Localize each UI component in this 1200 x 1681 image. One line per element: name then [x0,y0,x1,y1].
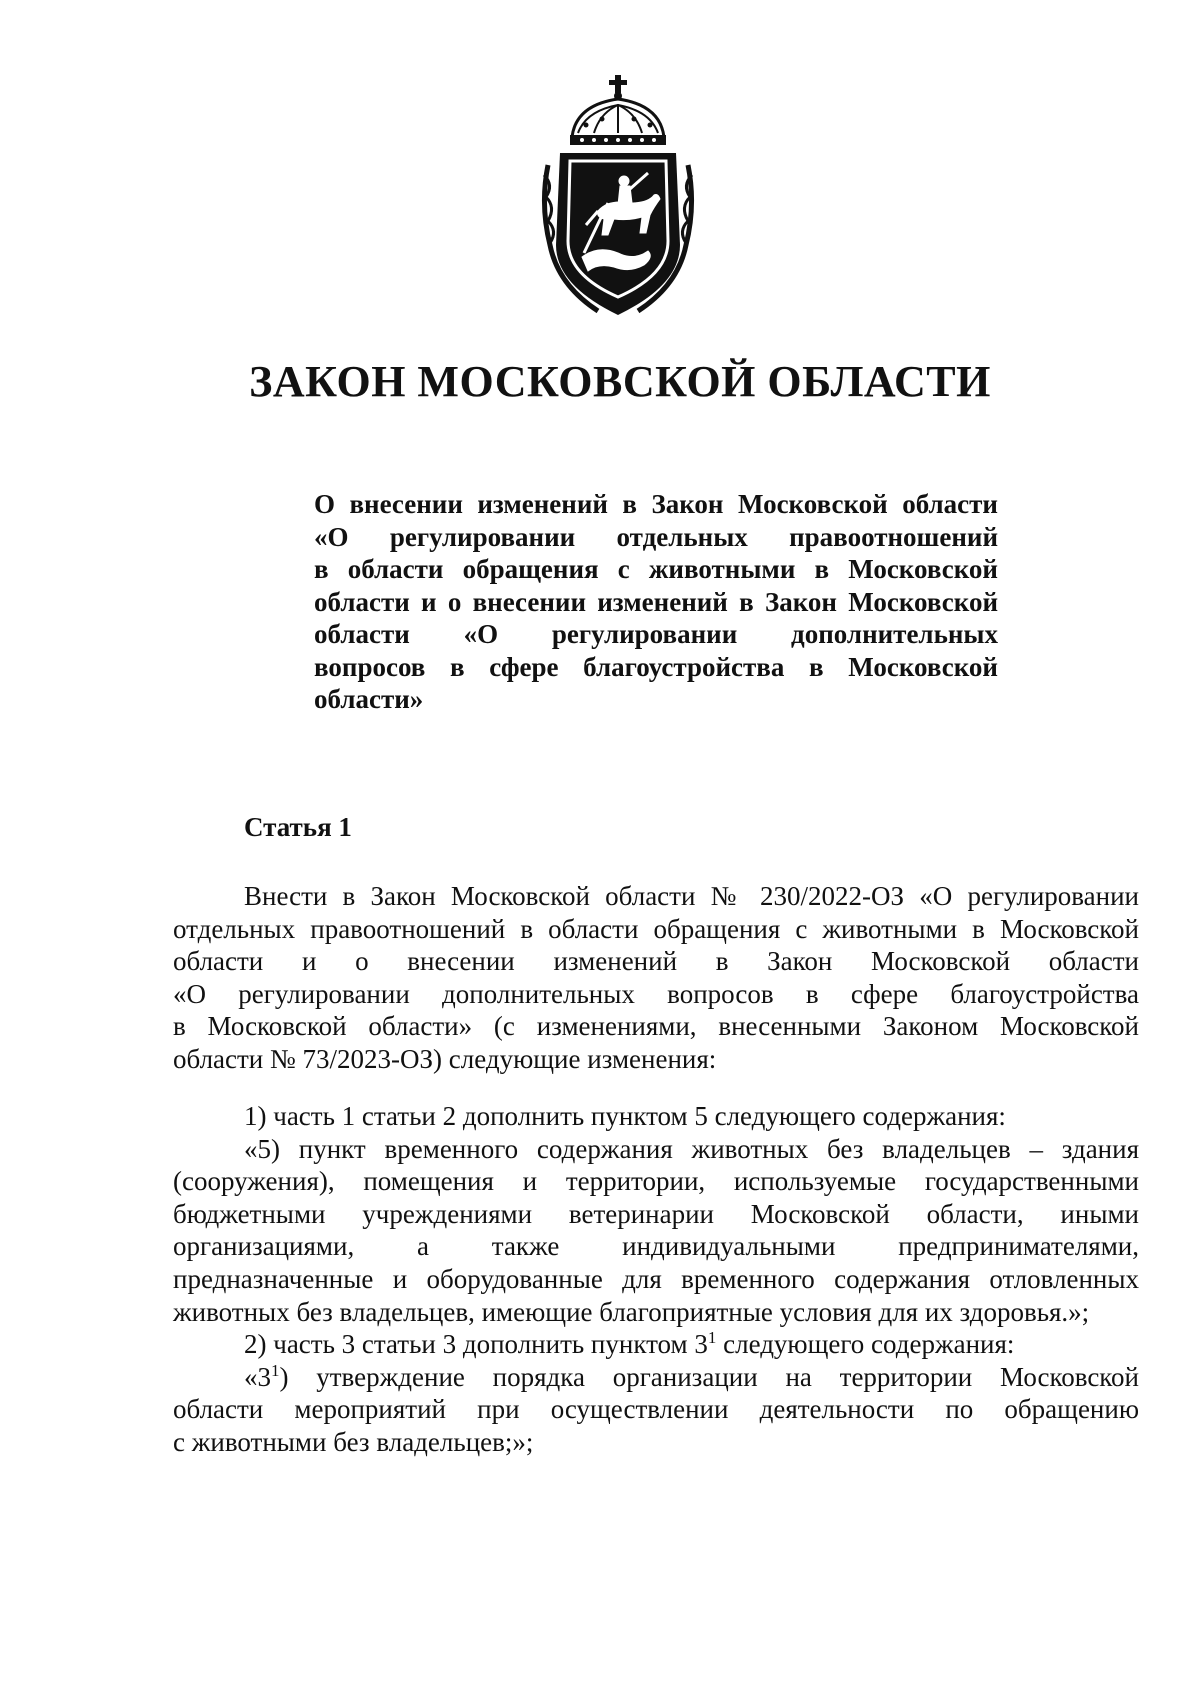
item-2-line: области мероприятий при осуществлении деятельности по обращению [173,1394,1139,1425]
coat-of-arms-icon [538,75,698,325]
body-line: отдельных правоотношений в области обращения с животными в Московской [173,913,1139,944]
subject-line: области» [314,684,424,714]
item-2-heading-text: следующего содержания: [716,1329,1015,1360]
item-2-line [173,1361,1139,1394]
subject-line: «О регулировании отдельных правоотношений [314,521,998,552]
subject-line: в области обращения с животными в Московской [314,554,998,584]
body-line: области и о внесении изменений в Закон Московской области [173,946,1139,977]
article-heading: Статья 1 [244,812,352,842]
superscript: 1 [271,1360,280,1380]
body-line: области № 73/2023-ОЗ) следующие изменения: [173,1043,717,1074]
item-2-heading-text: 2) часть 3 статьи 3 дополнить пунктом 3 [244,1329,708,1360]
article-intro-paragraph [173,880,1139,1076]
subject-line: О внесении изменений в Закон Московской области [314,489,998,519]
item-2-text: ) утверждение порядка организации на территории Московской [279,1361,1139,1392]
item-1-line: животных без владельцев, имеющие благоприятные условия для их здоровья.»; [173,1296,1090,1327]
item-2-heading [173,1328,1139,1361]
law-subject [314,488,998,716]
amendment-items [173,1100,1139,1459]
document-title: ЗАКОН МОСКОВСКОЙ ОБЛАСТИ [249,357,991,406]
body-line: «О регулировании дополнительных вопросов в сфере благоустройства [173,978,1139,1009]
item-1-line: организациями, а также индивидуальными предпринимателями, [173,1231,1139,1262]
superscript: 1 [707,1328,717,1348]
item-2-line: с животными без владельцев;»; [173,1426,534,1457]
body-line: Внести в Закон Московской области № 230/2022-ОЗ «О регулировании [244,881,1139,911]
quote-open: «3 [244,1361,271,1392]
item-1-line: (сооружения), помещения и территории, используемые государственными [173,1166,1139,1197]
body-line: в Московской области» (с изменениями, внесенными Законом Московской [173,1011,1139,1042]
item-1-line: предназначенные и оборудованные для временного содержания отловленных [173,1263,1139,1294]
coat-of-arms-emblem [538,75,698,325]
subject-line: вопросов в сфере благоустройства в Московской [314,651,998,682]
subject-line: области и о внесении изменений в Закон Московской [314,586,998,617]
item-1-heading: 1) часть 1 статьи 2 дополнить пунктом 5 следующего содержания: [244,1101,1006,1131]
item-1-line: бюджетными учреждениями ветеринарии Московской области, иными [173,1198,1139,1229]
subject-line: области «О регулировании дополнительных [314,619,998,649]
item-1-line: «5) пункт временного содержания животных без владельцев – здания [244,1133,1139,1164]
